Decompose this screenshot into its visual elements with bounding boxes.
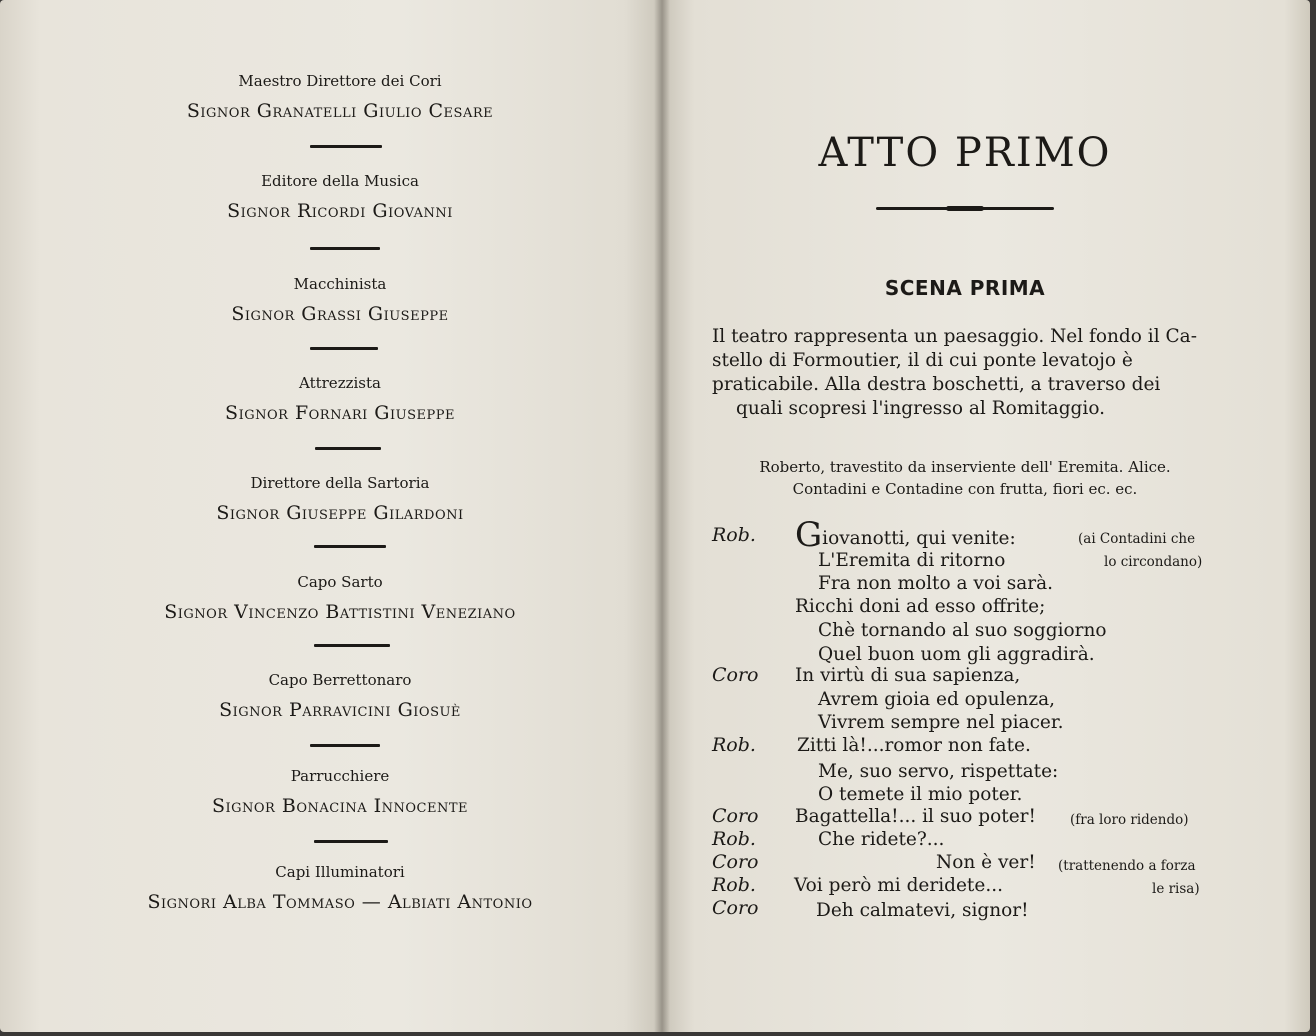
credit-role: Editore della Musica bbox=[261, 172, 419, 190]
credit-name: Signor Grassi Giuseppe bbox=[231, 303, 449, 325]
credit-chorus-master bbox=[100, 72, 580, 123]
book-spine bbox=[654, 0, 670, 1032]
credit-role: Capi Illuminatori bbox=[275, 863, 405, 881]
divider-rule bbox=[310, 744, 380, 747]
stage-direction: (trattenendo a forza bbox=[1058, 858, 1196, 874]
credit-role: Capo Sarto bbox=[297, 573, 383, 591]
credit-lighting bbox=[100, 863, 580, 914]
characters-line: Roberto, travestito da inserviente dell' Eremita. Alice. bbox=[759, 458, 1171, 476]
divider-rule bbox=[310, 247, 380, 250]
dialogue-line: Che ridete?... bbox=[818, 829, 945, 850]
divider-rule bbox=[310, 145, 382, 148]
credit-role: Direttore della Sartoria bbox=[250, 474, 430, 492]
credit-wardrobe-director bbox=[100, 474, 580, 525]
stage-direction: le risa) bbox=[1152, 881, 1200, 897]
dialogue-line bbox=[795, 515, 1016, 555]
credit-name: Signor Granatelli Giulio Cesare bbox=[186, 100, 494, 122]
speaker-label: Rob. bbox=[712, 524, 756, 546]
credit-music-publisher bbox=[100, 172, 580, 223]
divider-rule bbox=[314, 545, 386, 548]
dialogue-line: Quel buon uom gli aggradirà. bbox=[818, 644, 1095, 665]
credit-role: Maestro Direttore dei Cori bbox=[238, 72, 442, 90]
scene-heading: SCENA PRIMA bbox=[884, 276, 1046, 300]
credit-name: Signori Alba Tommaso — Albiati Antonio bbox=[147, 891, 533, 913]
dialogue-line: Deh calmatevi, signor! bbox=[816, 900, 1029, 921]
speaker-label: Coro bbox=[712, 664, 759, 686]
description-line: praticabile. Alla destra boschetti, a traverso dei bbox=[712, 374, 1161, 395]
dialogue-line: Ricchi doni ad esso offrite; bbox=[795, 596, 1046, 617]
credit-role: Macchinista bbox=[293, 275, 387, 293]
stage-direction: (ai Contadini che bbox=[1078, 531, 1196, 547]
speaker-label: Rob. bbox=[712, 734, 756, 756]
dialogue-text: iovanotti, qui venite: bbox=[822, 528, 1016, 549]
act-title: ATTO PRIMO bbox=[818, 130, 1112, 176]
dialogue-line: L'Eremita di ritorno bbox=[818, 550, 1006, 571]
credit-head-tailor bbox=[100, 573, 580, 624]
credit-name: Signor Bonacina Innocente bbox=[211, 795, 469, 817]
divider-rule bbox=[314, 840, 388, 843]
dialogue-line: Me, suo servo, rispettate: bbox=[818, 761, 1059, 782]
dialogue-line: Bagattella!... il suo poter! bbox=[795, 806, 1036, 827]
divider-rule bbox=[315, 447, 381, 450]
description-line: quali scopresi l'ingresso al Romitaggio. bbox=[736, 398, 1106, 419]
credit-name: Signor Ricordi Giovanni bbox=[227, 200, 453, 222]
speaker-label: Rob. bbox=[712, 874, 756, 896]
credit-role: Attrezzista bbox=[299, 374, 381, 392]
speaker-label: Coro bbox=[712, 805, 759, 827]
dialogue-line: Vivrem sempre nel piacer. bbox=[818, 712, 1064, 733]
credit-wigmaker bbox=[100, 767, 580, 818]
scene-description bbox=[712, 325, 1214, 421]
drop-cap: G bbox=[795, 515, 823, 555]
characters-list bbox=[700, 456, 1230, 500]
dialogue-line: Chè tornando al suo soggiorno bbox=[818, 620, 1107, 641]
description-line: Il teatro rappresenta un paesaggio. Nel fondo il Ca- bbox=[712, 326, 1197, 347]
dialogue-line: O temete il mio poter. bbox=[818, 784, 1023, 805]
description-line: stello di Formoutier, il di cui ponte levatojo è bbox=[712, 350, 1133, 371]
credit-props bbox=[100, 374, 580, 425]
divider-rule bbox=[310, 347, 378, 350]
speaker-label: Rob. bbox=[712, 828, 756, 850]
dialogue-line: Zitti là!...romor non fate. bbox=[797, 735, 1031, 756]
credit-role: Capo Berrettonaro bbox=[268, 671, 412, 689]
credit-role: Parrucchiere bbox=[290, 767, 390, 785]
credit-head-hatmaker bbox=[100, 671, 580, 722]
credit-name: Signor Fornari Giuseppe bbox=[225, 402, 455, 424]
stage-direction: (fra loro ridendo) bbox=[1070, 812, 1189, 828]
dialogue-line: Avrem gioia ed opulenza, bbox=[818, 689, 1056, 710]
credit-name: Signor Parravicini Giosuè bbox=[219, 699, 461, 721]
dialogue-line: In virtù di sua sapienza, bbox=[795, 665, 1021, 686]
stage-direction: lo circondano) bbox=[1104, 554, 1203, 570]
credit-machinist bbox=[100, 275, 580, 326]
dialogue-line: Non è ver! bbox=[936, 852, 1036, 873]
dialogue-line: Voi però mi deridete... bbox=[794, 875, 1003, 896]
credit-name: Signor Giuseppe Gilardoni bbox=[216, 502, 464, 524]
speaker-label: Coro bbox=[712, 897, 759, 919]
characters-line: Contadini e Contadine con frutta, fiori ec. ec. bbox=[792, 480, 1138, 498]
title-ornament-rule bbox=[876, 207, 1054, 210]
speaker-label: Coro bbox=[712, 851, 759, 873]
credit-name: Signor Vincenzo Battistini Veneziano bbox=[164, 601, 516, 623]
dialogue-line: Fra non molto a voi sarà. bbox=[818, 573, 1054, 594]
divider-rule bbox=[314, 644, 390, 647]
